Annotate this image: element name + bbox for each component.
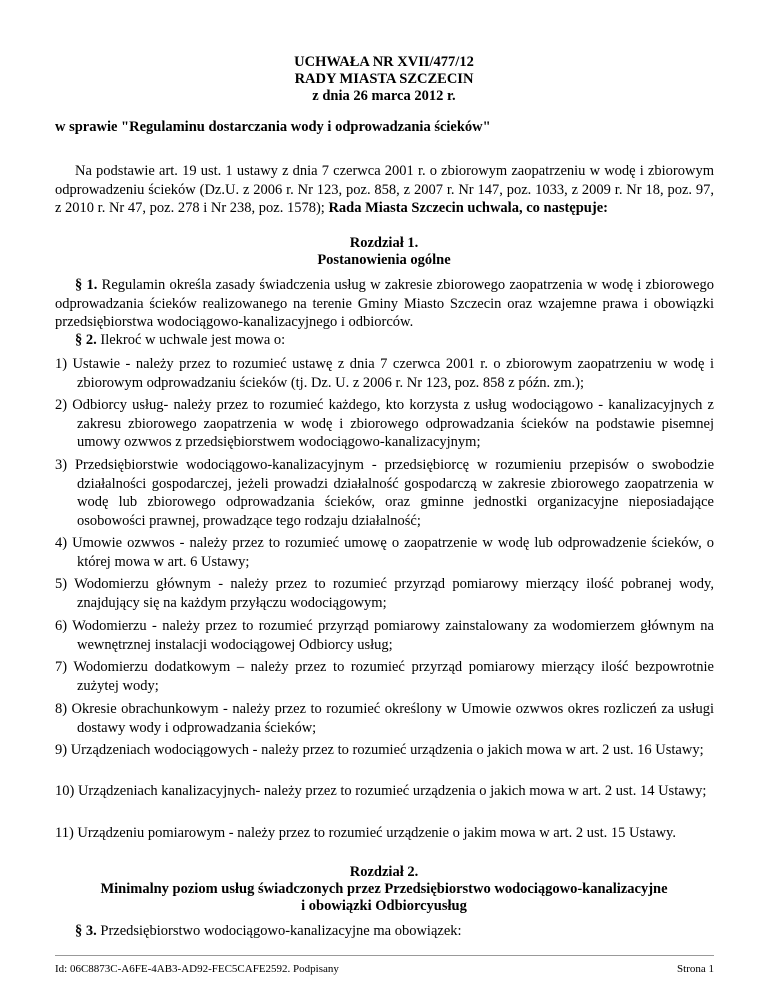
paragraph-1-text: Regulamin określa zasady świadczenia usług w zakresie zbiorowego zaopatrzenia w wodę i zbiorowego odprowadzania ścieków realizowanego na terenie Gminy Miasto Szczecin oraz wzajemne prawa i obowiązki przedsiębiorstwa wodociągowo-kanalizacyjnego i odbiorców. <box>55 277 715 330</box>
paragraph-1-mark: § 1. <box>75 277 98 293</box>
chapter-1-title: Rozdział 1. <box>349 235 419 251</box>
definition-item: 8) Okresie obrachunkowym - należy przez to rozumieć określony w Umowie ozwwos okres rozliczeń za usługi dostawy wody i odprowadzania ścieków; <box>55 701 714 736</box>
definition-item: 1) Ustawie - należy przez to rozumieć ustawę z dnia 7 czerwca 2001 r. o zbiorowym zaopatrzeniu w wodę i zbiorowym odprowadzaniu ścieków (tj. Dz. U. z 2006 r. Nr 123, poz. 858 z późn. zm.); <box>55 356 714 391</box>
definition-item: 5) Wodomierzu głównym - należy przez to rozumieć przyrząd pomiarowy mierzący ilość pobranej wody, znajdujący się na każdym przyłączu wodociągowym; <box>55 576 714 611</box>
chapter-2-subtitle-2: i obowiązki Odbiorcyusług <box>301 898 467 914</box>
chapter-2-title: Rozdział 2. <box>349 864 419 880</box>
preamble <box>55 162 714 218</box>
preamble-bold: Rada Miasta Szczecin uchwala, co następuje: <box>328 200 608 216</box>
paragraph-2-mark: § 2. <box>75 332 97 348</box>
page-number: Strona 1 <box>677 963 714 975</box>
resolution-subject: w sprawie "Regulaminu dostarczania wody i odprowadzania ścieków" <box>55 119 491 135</box>
definition-item: 6) Wodomierzu - należy przez to rozumieć przyrząd pomiarowy zainstalowany za wodomierzem głównym na wewnętrznej instalacji wodociągowej Odbiorcy usług; <box>55 618 714 653</box>
resolution-number: UCHWAŁA NR XVII/477/12 <box>294 54 474 70</box>
definition-item: 10) Urządzeniach kanalizacyjnych- należy przez to rozumieć urządzenia o jakich mowa w art. 2 ust. 14 Ustawy; <box>55 783 707 799</box>
paragraph-1 <box>55 276 714 332</box>
paragraph-3-text: Przedsiębiorstwo wodociągowo-kanalizacyjne ma obowiązek: <box>96 923 462 939</box>
preamble-text: Na podstawie art. 19 ust. 1 ustawy z dnia 7 czerwca 2001 r. o zbiorowym zaopatrzeniu w wodę i zbiorowym odprowadzeniu ścieków (Dz.U. z 2006 r. Nr 123, poz. 858, z 2007 r. Nr 147, poz. 1033, z 2009 r. Nr 18, poz. 97, z 2010 r. Nr 47, poz. 278 i Nr 238, poz. 1578); <box>55 163 714 216</box>
paragraph-2 <box>55 331 714 350</box>
footer-divider <box>55 955 714 956</box>
definition-item: 11) Urządzeniu pomiarowym - należy przez to rozumieć urządzenie o jakim mowa w art. 2 ust. 15 Ustawy. <box>55 825 676 841</box>
definition-item: 4) Umowie ozwwos - należy przez to rozumieć umowę o zaopatrzenie w wodę lub odprowadzenie ścieków, o której mowa w art. 6 Ustawy; <box>55 535 714 570</box>
chapter-2-subtitle: Minimalny poziom usług świadczonych przez Przedsiębiorstwo wodociągowo-kanalizacyjne <box>100 881 668 897</box>
resolution-date: z dnia 26 marca 2012 r. <box>312 88 456 104</box>
definition-item: 2) Odbiorcy usług- należy przez to rozumieć każdego, kto korzysta z usług wodociągowo - kanalizacyjnych z zakresu zbiorowego zaopatrzenia w wodę i zbiorowego odprowadzania ścieków na podstawie pisemnej umowy ozwwos z przedsiębiorstwem wodociągowo-kanalizacyjnym; <box>55 397 714 450</box>
document-id: Id: 06C8873C-A6FE-4AB3-AD92-FEC5CAFE2592. Podpisany <box>55 963 339 975</box>
definition-item: 7) Wodomierzu dodatkowym – należy przez to rozumieć przyrząd pomiarowy mierzący ilość bezpowrotnie zużytej wody; <box>55 659 714 694</box>
paragraph-2-text: Ilekroć w uchwale jest mowa o: <box>96 332 286 348</box>
paragraph-3-mark: § 3. <box>75 923 97 939</box>
council-name: RADY MIASTA SZCZECIN <box>294 71 474 87</box>
chapter-1-subtitle: Postanowienia ogólne <box>317 252 451 268</box>
definition-item: 9) Urządzeniach wodociągowych - należy przez to rozumieć urządzenia o jakich mowa w art. 2 ust. 16 Ustawy; <box>55 742 704 758</box>
paragraph-3 <box>55 922 714 941</box>
definition-item: 3) Przedsiębiorstwie wodociągowo-kanalizacyjnym - przedsiębiorcę w rozumieniu przepisów o swobodzie działalności gospodarczej, jeżeli prowadzi działalność gospodarczą w zakresie zbiorowego zaopatrzenia w wodę lub zbiorowego odprowadzania ścieków, oraz gminne jednostki organizacyjne nieposiadające osobowości prawnej, prowadzące tego rodzaju działalność; <box>55 457 714 529</box>
